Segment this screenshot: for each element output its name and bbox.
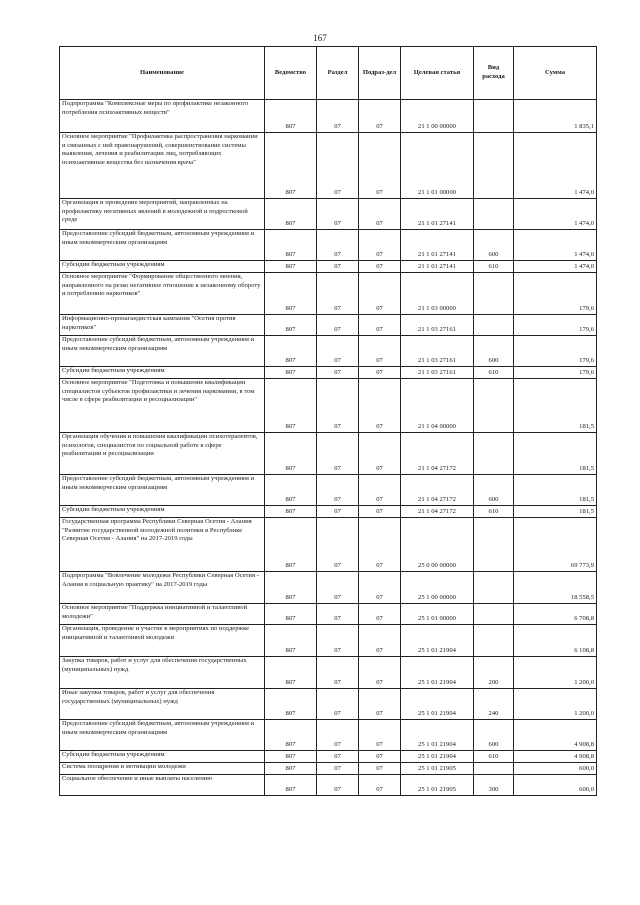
col-header-target: Целевая статья: [401, 47, 474, 100]
row-department: 807: [265, 336, 317, 367]
row-sum: 179,6: [514, 336, 597, 367]
row-target: 25 1 01 21905: [401, 763, 474, 775]
row-sum: 1 474,0: [514, 261, 597, 273]
row-name: Система поощрения и мотивации молодежи: [60, 763, 265, 775]
col-header-sum: Сумма: [514, 47, 597, 100]
row-expense-type: [474, 379, 514, 433]
row-name: Подпрограмма "Комплексные меры по профилактике незаконного потребления психоактивных веществ": [60, 100, 265, 133]
row-subsection: 07: [359, 100, 401, 133]
row-subsection: 07: [359, 379, 401, 433]
row-department: 807: [265, 518, 317, 572]
row-expense-type: 300: [474, 775, 514, 796]
row-section: 07: [317, 100, 359, 133]
col-header-subsection: Подраз-дел: [359, 47, 401, 100]
row-name: Организация и проведение мероприятий, направленных на профилактику негативных явлений в молодежной и подростковой среде: [60, 199, 265, 230]
table-row: [60, 572, 597, 604]
row-subsection: 07: [359, 261, 401, 273]
row-subsection: 07: [359, 199, 401, 230]
row-expense-type: [474, 315, 514, 336]
row-department: 807: [265, 763, 317, 775]
row-expense-type: [474, 199, 514, 230]
table-row: [60, 625, 597, 657]
row-sum: 181,5: [514, 433, 597, 475]
row-target: 25 1 01 21904: [401, 689, 474, 720]
row-section: 07: [317, 261, 359, 273]
table-row: [60, 336, 597, 367]
row-section: 07: [317, 506, 359, 518]
row-subsection: 07: [359, 506, 401, 518]
row-name: Предоставление субсидий бюджетным, автономным учреждениям и иным некоммерческим организациям: [60, 475, 265, 506]
row-target: 21 1 01 27141: [401, 199, 474, 230]
row-name: Основное мероприятие "Поддержка инициативной и талантливой молодежи": [60, 604, 265, 625]
row-target: 25 1 01 00000: [401, 604, 474, 625]
row-section: 07: [317, 604, 359, 625]
row-expense-type: [474, 625, 514, 657]
col-header-section: Раздел: [317, 47, 359, 100]
row-target: 21 1 04 27172: [401, 506, 474, 518]
row-department: 807: [265, 230, 317, 261]
row-department: 807: [265, 604, 317, 625]
row-section: 07: [317, 230, 359, 261]
row-section: 07: [317, 763, 359, 775]
row-sum: 1 474,0: [514, 133, 597, 199]
row-section: 07: [317, 433, 359, 475]
row-department: 807: [265, 133, 317, 199]
table-row: [60, 230, 597, 261]
row-name: Закупка товаров, работ и услуг для обеспечения государственных (муниципальных) нужд: [60, 657, 265, 689]
row-subsection: 07: [359, 475, 401, 506]
row-target: 25 1 01 21904: [401, 751, 474, 763]
row-sum: 600,0: [514, 775, 597, 796]
row-sum: 1 200,0: [514, 689, 597, 720]
table-row: [60, 261, 597, 273]
row-sum: 181,5: [514, 379, 597, 433]
row-expense-type: [474, 100, 514, 133]
row-name: Субсидии бюджетным учреждениям: [60, 506, 265, 518]
page-number: 167: [313, 33, 327, 43]
row-department: 807: [265, 751, 317, 763]
table-row: [60, 199, 597, 230]
row-department: 807: [265, 625, 317, 657]
row-subsection: 07: [359, 689, 401, 720]
row-expense-type: [474, 433, 514, 475]
row-subsection: 07: [359, 751, 401, 763]
row-target: 21 1 03 27161: [401, 315, 474, 336]
row-section: 07: [317, 775, 359, 796]
table-row: [60, 720, 597, 751]
row-name: Организация, проведение и участие в мероприятиях по поддержке инициативной и талантливой молодежи: [60, 625, 265, 657]
col-header-name: Наименование: [60, 47, 265, 100]
row-expense-type: [474, 763, 514, 775]
row-department: 807: [265, 199, 317, 230]
table-row: [60, 475, 597, 506]
row-target: 25 1 01 21904: [401, 625, 474, 657]
row-target: 21 1 04 00000: [401, 379, 474, 433]
row-department: 807: [265, 379, 317, 433]
row-expense-type: 610: [474, 261, 514, 273]
row-sum: 179,6: [514, 367, 597, 379]
row-expense-type: [474, 133, 514, 199]
row-expense-type: 600: [474, 336, 514, 367]
table-row: [60, 604, 597, 625]
row-sum: 181,5: [514, 475, 597, 506]
row-name: Иные закупки товаров, работ и услуг для обеспечения государственных (муниципальных) нужд: [60, 689, 265, 720]
row-subsection: 07: [359, 657, 401, 689]
row-expense-type: 610: [474, 751, 514, 763]
row-sum: 18 558,5: [514, 572, 597, 604]
row-department: 807: [265, 720, 317, 751]
row-name: Субсидии бюджетным учреждениям: [60, 261, 265, 273]
row-department: 807: [265, 273, 317, 315]
row-sum: 1 200,0: [514, 657, 597, 689]
row-sum: 1 835,1: [514, 100, 597, 133]
row-department: 807: [265, 261, 317, 273]
row-name: Предоставление субсидий бюджетным, автономным учреждениям и иным некоммерческим организациям: [60, 336, 265, 367]
row-subsection: 07: [359, 763, 401, 775]
row-sum: 600,0: [514, 763, 597, 775]
row-name: Государственная программа Республики Северная Осетия - Алания "Развитие государственной молодежной политики в Республике Северная Осетия - Алания" на 2017-2019 годы: [60, 518, 265, 572]
row-sum: 4 908,8: [514, 751, 597, 763]
row-department: 807: [265, 689, 317, 720]
row-subsection: 07: [359, 230, 401, 261]
row-name: Подпрограмма "Вовлечение молодежи Республики Северная Осетия - Алания в социальную практику" на 2017-2019 годы: [60, 572, 265, 604]
row-subsection: 07: [359, 775, 401, 796]
row-sum: 181,5: [514, 506, 597, 518]
row-department: 807: [265, 433, 317, 475]
row-subsection: 07: [359, 273, 401, 315]
row-department: 807: [265, 475, 317, 506]
row-subsection: 07: [359, 572, 401, 604]
row-name: Информационно-пропагандистская кампания "Осетия против наркотиков": [60, 315, 265, 336]
row-section: 07: [317, 625, 359, 657]
table-row: [60, 133, 597, 199]
row-expense-type: [474, 273, 514, 315]
row-sum: 6 108,8: [514, 625, 597, 657]
row-target: 21 1 04 27172: [401, 475, 474, 506]
row-target: 25 1 00 00000: [401, 572, 474, 604]
row-sum: 179,6: [514, 273, 597, 315]
row-target: 21 1 04 27172: [401, 433, 474, 475]
row-expense-type: [474, 572, 514, 604]
row-subsection: 07: [359, 133, 401, 199]
row-expense-type: 600: [474, 475, 514, 506]
row-name: Основное мероприятие "Подготовка и повышение квалификации специалистов субъектов профилактики и лечения наркомании, в том числе в сфере реабилитации и ресоциализации": [60, 379, 265, 433]
row-target: 21 1 03 27161: [401, 367, 474, 379]
row-department: 807: [265, 367, 317, 379]
row-department: 807: [265, 775, 317, 796]
row-section: 07: [317, 273, 359, 315]
row-section: 07: [317, 720, 359, 751]
row-department: 807: [265, 506, 317, 518]
row-department: 807: [265, 572, 317, 604]
row-subsection: 07: [359, 604, 401, 625]
table-header-row: [60, 47, 597, 100]
table-row: [60, 506, 597, 518]
row-sum: 179,6: [514, 315, 597, 336]
row-target: 25 1 01 21905: [401, 775, 474, 796]
row-section: 07: [317, 199, 359, 230]
row-section: 07: [317, 572, 359, 604]
row-section: 07: [317, 657, 359, 689]
row-expense-type: 600: [474, 720, 514, 751]
row-target: 21 1 01 27141: [401, 261, 474, 273]
row-name: Предоставление субсидий бюджетным, автономным учреждениям и иным некоммерческим организациям: [60, 720, 265, 751]
row-expense-type: 610: [474, 506, 514, 518]
row-section: 07: [317, 133, 359, 199]
row-subsection: 07: [359, 367, 401, 379]
table-row: [60, 763, 597, 775]
row-expense-type: [474, 518, 514, 572]
row-subsection: 07: [359, 720, 401, 751]
budget-table: [59, 46, 597, 796]
row-target: 25 0 00 00000: [401, 518, 474, 572]
row-sum: 69 773,9: [514, 518, 597, 572]
row-expense-type: 240: [474, 689, 514, 720]
row-sum: 6 708,8: [514, 604, 597, 625]
row-section: 07: [317, 379, 359, 433]
row-section: 07: [317, 367, 359, 379]
row-expense-type: [474, 604, 514, 625]
table-row: [60, 315, 597, 336]
row-target: 21 1 03 00000: [401, 273, 474, 315]
row-name: Основное мероприятие "Формирование общественного мнения, направленного на резко негативное отношение к незаконному обороту и потреблению наркотиков": [60, 273, 265, 315]
row-sum: 1 474,0: [514, 199, 597, 230]
table-row: [60, 775, 597, 796]
row-expense-type: 200: [474, 657, 514, 689]
row-name: Субсидии бюджетным учреждениям: [60, 367, 265, 379]
table-row: [60, 379, 597, 433]
row-sum: 1 474,0: [514, 230, 597, 261]
table-row: [60, 273, 597, 315]
row-name: Основное мероприятие "Профилактика распространения наркомании и связанных с ней правонарушений, совершенствование системы выявления, лечения и реабилитации лиц, потребляющих психоактивные вещества без назначения врача": [60, 133, 265, 199]
row-name: Социальное обеспечение и иные выплаты населению: [60, 775, 265, 796]
row-section: 07: [317, 751, 359, 763]
col-header-department: Ведомство: [265, 47, 317, 100]
row-department: 807: [265, 100, 317, 133]
row-expense-type: 600: [474, 230, 514, 261]
row-section: 07: [317, 336, 359, 367]
row-target: 21 1 01 00000: [401, 133, 474, 199]
row-target: 21 1 01 27141: [401, 230, 474, 261]
row-target: 21 1 03 27161: [401, 336, 474, 367]
row-section: 07: [317, 315, 359, 336]
row-subsection: 07: [359, 336, 401, 367]
row-target: 25 1 01 21904: [401, 720, 474, 751]
row-subsection: 07: [359, 433, 401, 475]
row-target: 25 1 01 21904: [401, 657, 474, 689]
table-row: [60, 751, 597, 763]
row-subsection: 07: [359, 518, 401, 572]
row-section: 07: [317, 475, 359, 506]
row-section: 07: [317, 518, 359, 572]
table-row: [60, 433, 597, 475]
table-row: [60, 367, 597, 379]
row-subsection: 07: [359, 625, 401, 657]
row-name: Предоставление субсидий бюджетным, автономным учреждениям и иным некоммерческим организациям: [60, 230, 265, 261]
row-subsection: 07: [359, 315, 401, 336]
table-row: [60, 657, 597, 689]
table-row: [60, 689, 597, 720]
row-name: Организация обучения и повышения квалификации психотерапевтов, психологов, специалистов по социальной работе в сфере реабилитации и ресоциализации: [60, 433, 265, 475]
row-sum: 4 908,8: [514, 720, 597, 751]
row-section: 07: [317, 689, 359, 720]
row-department: 807: [265, 315, 317, 336]
col-header-expense-type: Вид расхода: [474, 47, 514, 100]
row-target: 21 1 00 00000: [401, 100, 474, 133]
row-expense-type: 610: [474, 367, 514, 379]
row-department: 807: [265, 657, 317, 689]
table-row: [60, 518, 597, 572]
table-row: [60, 100, 597, 133]
row-name: Субсидии бюджетным учреждениям: [60, 751, 265, 763]
